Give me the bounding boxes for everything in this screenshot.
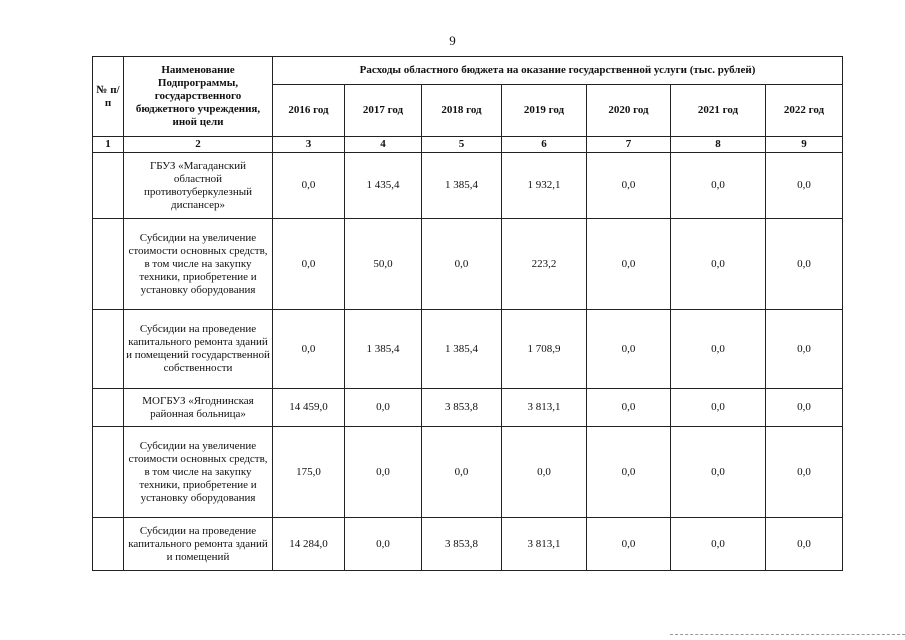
value-2021: 0,0 (671, 389, 766, 427)
page-number: 9 (449, 33, 456, 48)
row-name: Субсидии на увеличение стоимости основных средств, в том числе на закупку техники, приобретение и установку оборудования (124, 427, 273, 518)
value-2022: 0,0 (766, 518, 843, 571)
value-2017: 0,0 (345, 518, 422, 571)
value-2021: 0,0 (671, 219, 766, 310)
header-expense-group: Расходы областного бюджета на оказание государственной услуги (тыс. рублей) (273, 57, 843, 85)
column-number: 2 (124, 137, 273, 153)
value-2020: 0,0 (587, 310, 671, 389)
value-2017: 0,0 (345, 389, 422, 427)
row-num (93, 310, 124, 389)
table-row (93, 310, 843, 389)
row-name: ГБУЗ «Магаданский областной противотуберкулезный диспансер» (124, 153, 273, 219)
value-2019: 3 813,1 (502, 389, 587, 427)
header-num: № п/п (93, 57, 124, 137)
row-name: Субсидии на увеличение стоимости основных средств, в том числе на закупку техники, приобретение и установку оборудования (124, 219, 273, 310)
value-2021: 0,0 (671, 518, 766, 571)
value-2016: 0,0 (273, 153, 345, 219)
row-num (93, 427, 124, 518)
value-2017: 0,0 (345, 427, 422, 518)
value-2022: 0,0 (766, 427, 843, 518)
value-2018: 1 385,4 (422, 310, 502, 389)
header-year-2021: 2021 год (671, 85, 766, 137)
value-2019: 0,0 (502, 427, 587, 518)
table-row (93, 219, 843, 310)
column-number: 9 (766, 137, 843, 153)
row-num (93, 153, 124, 219)
row-num (93, 518, 124, 571)
row-name: Субсидии на проведение капитального ремонта зданий и помещений государственной собственности (124, 310, 273, 389)
value-2019: 223,2 (502, 219, 587, 310)
value-2016: 175,0 (273, 427, 345, 518)
header-year-2016: 2016 год (273, 85, 345, 137)
row-name: МОГБУЗ «Ягоднинская районная больница» (124, 389, 273, 427)
value-2016: 0,0 (273, 219, 345, 310)
value-2020: 0,0 (587, 219, 671, 310)
column-number: 6 (502, 137, 587, 153)
row-num (93, 219, 124, 310)
column-numbers-row (93, 137, 843, 153)
header-year-2022: 2022 год (766, 85, 843, 137)
footer-divider (670, 634, 905, 635)
column-number: 8 (671, 137, 766, 153)
value-2016: 0,0 (273, 310, 345, 389)
table-row (93, 427, 843, 518)
header-row-top (93, 57, 843, 85)
value-2022: 0,0 (766, 153, 843, 219)
value-2018: 0,0 (422, 219, 502, 310)
header-year-2020: 2020 год (587, 85, 671, 137)
header-year-2017: 2017 год (345, 85, 422, 137)
value-2017: 1 435,4 (345, 153, 422, 219)
value-2019: 3 813,1 (502, 518, 587, 571)
value-2018: 0,0 (422, 427, 502, 518)
value-2017: 1 385,4 (345, 310, 422, 389)
value-2021: 0,0 (671, 310, 766, 389)
column-number: 4 (345, 137, 422, 153)
value-2022: 0,0 (766, 219, 843, 310)
header-year-2019: 2019 год (502, 85, 587, 137)
header-name: Наименование Подпрограммы, государственного бюджетного учреждения, иной цели (124, 57, 273, 137)
value-2016: 14 459,0 (273, 389, 345, 427)
column-number: 3 (273, 137, 345, 153)
value-2017: 50,0 (345, 219, 422, 310)
value-2022: 0,0 (766, 389, 843, 427)
value-2020: 0,0 (587, 153, 671, 219)
row-name: Субсидии на проведение капитального ремонта зданий и помещений (124, 518, 273, 571)
value-2018: 3 853,8 (422, 518, 502, 571)
column-number: 5 (422, 137, 502, 153)
budget-table (92, 56, 843, 571)
column-number: 1 (93, 137, 124, 153)
table-row (93, 153, 843, 219)
value-2019: 1 708,9 (502, 310, 587, 389)
table-row (93, 389, 843, 427)
value-2016: 14 284,0 (273, 518, 345, 571)
value-2018: 3 853,8 (422, 389, 502, 427)
value-2020: 0,0 (587, 518, 671, 571)
value-2020: 0,0 (587, 389, 671, 427)
row-num (93, 389, 124, 427)
table-row (93, 518, 843, 571)
value-2021: 0,0 (671, 153, 766, 219)
column-number: 7 (587, 137, 671, 153)
header-year-2018: 2018 год (422, 85, 502, 137)
value-2022: 0,0 (766, 310, 843, 389)
value-2019: 1 932,1 (502, 153, 587, 219)
value-2021: 0,0 (671, 427, 766, 518)
value-2018: 1 385,4 (422, 153, 502, 219)
value-2020: 0,0 (587, 427, 671, 518)
